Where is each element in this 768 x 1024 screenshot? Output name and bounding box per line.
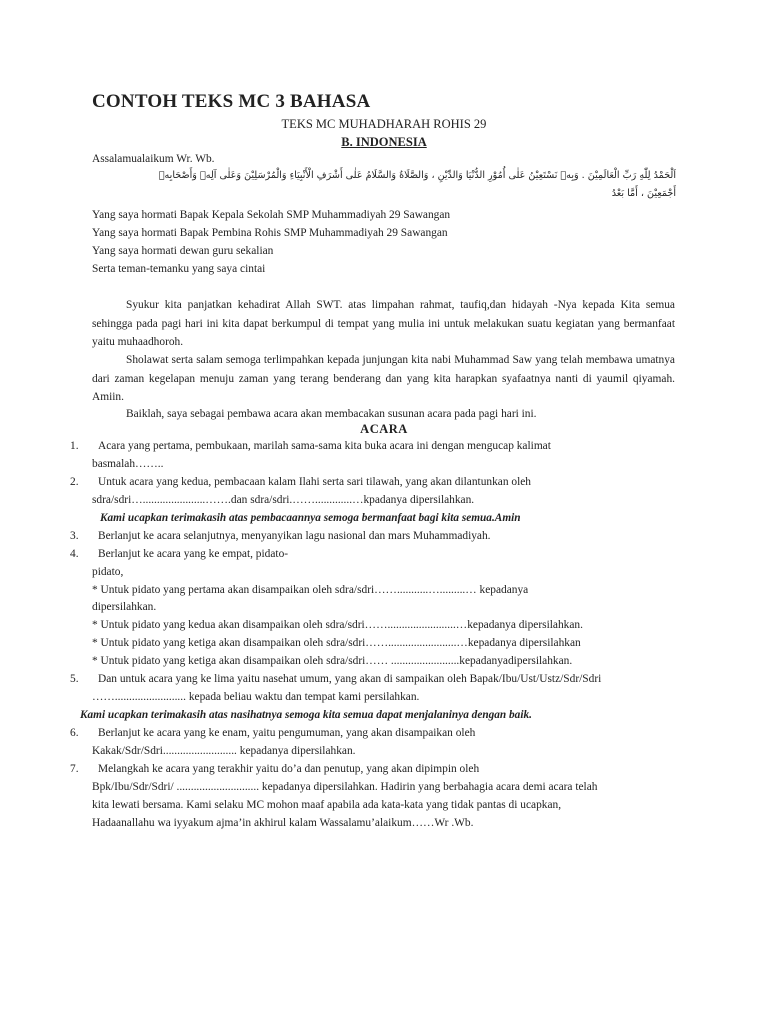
acara-heading: ACARA bbox=[360, 422, 408, 436]
body-paragraph bbox=[92, 296, 675, 352]
item-text: Berlanjut ke acara selanjutnya, menyanyikan lagu nasional dan mars Muhammadiyah. bbox=[98, 530, 491, 542]
arabic-opening-line-1: اَلْحَمْدُ لِلّٰهِ رَبِّ الْعَالَمِيْنَ . وَبِهٖ نَسْتَعِيْنُ عَلٰى أُمُوْرِ الدُّنْيَا وَالدِّيْنِ ، وَالصَّلَاةُ وَالسَّلَامُ عَلٰى أَشْرَفِ الْأَنْبِيَاءِ وَالْمُرْسَلِيْنَ وَعَلٰى آلِهٖ وَأَصْحَابِهٖ bbox=[158, 170, 676, 181]
item-text: * Untuk pidato yang ketiga akan disampaikan oleh sdra/sdri…… ........................kepadanyadipersilahkan. bbox=[92, 655, 573, 667]
item-text: kita lewati bersama. Kami selaku MC mohon maaf apabila ada kata-kata yang tidak pantas di ucapkan, bbox=[92, 799, 562, 811]
item-number: 1. bbox=[70, 440, 79, 452]
item-number: 5. bbox=[70, 673, 79, 685]
item-number: 2. bbox=[70, 476, 79, 488]
thanks-note: Kami ucapkan terimakasih atas nasihatnya semoga kita semua dapat menjalaninya dengan baik. bbox=[80, 709, 532, 721]
document-subtitle: TEKS MC MUHADHARAH ROHIS 29 bbox=[281, 117, 487, 131]
document-title: CONTOH TEKS MC 3 BAHASA bbox=[92, 91, 371, 112]
item-text: dipersilahkan. bbox=[92, 601, 157, 613]
item-number: 7. bbox=[70, 763, 79, 775]
paragraph-text: Baiklah, saya sebagai pembawa acara akan membacakan susunan acara pada pagi hari ini. bbox=[126, 408, 537, 420]
item-text: Kakak/Sdr/Sdri.......................... kepadanya dipersilahkan. bbox=[92, 745, 356, 757]
item-text: Dan untuk acara yang ke lima yaitu nasehat umum, yang akan di sampaikan oleh Bapak/Ibu/Ust/Ustz/Sdr/Sdri bbox=[98, 673, 602, 685]
item-number: 3. bbox=[70, 530, 79, 542]
arabic-opening-line-2: أَجْمَعِيْنَ ، أَمَّا بَعْدُ bbox=[611, 188, 676, 199]
item-text: Untuk acara yang kedua, pembacaan kalam Ilahi serta sari tilawah, yang akan dilantunkan oleh bbox=[98, 476, 531, 488]
language-heading: B. INDONESIA bbox=[341, 135, 427, 149]
paragraph-text: Sholawat serta salam semoga terlimpahkan kepada junjungan kita nabi Muhammad Saw yang telah membawa umatnya dari zaman kegelapan menuju zaman yang terang benderang dan yang kita harapkan syafaatnya nanti di yaumil qiyamah. Amiin. bbox=[92, 354, 675, 404]
item-text: * Untuk pidato yang pertama akan disampaikan oleh sdra/sdri……...........….........… kepadanya bbox=[92, 584, 529, 596]
item-text: Acara yang pertama, pembukaan, marilah sama-sama kita buka acara ini dengan mengucap kalimat bbox=[98, 440, 551, 452]
greeting-line: Yang saya hormati dewan guru sekalian bbox=[92, 245, 274, 257]
item-text: Berlanjut ke acara yang ke enam, yaitu pengumuman, yang akan disampaikan oleh bbox=[98, 727, 476, 739]
greeting-line: Serta teman-temanku yang saya cintai bbox=[92, 263, 266, 275]
thanks-note: Kami ucapkan terimakasih atas pembacaannya semoga bermanfaat bagi kita semua.Amin bbox=[100, 512, 521, 524]
body-paragraph bbox=[92, 351, 675, 407]
salam-opening: Assalamualaikum Wr. Wb. bbox=[92, 153, 215, 165]
paragraph-text: Syukur kita panjatkan kehadirat Allah SWT. atas limpahan rahmat, taufiq,dan hidayah -Nya kepada Kita semua sehingga pada pagi hari ini kita dapat berkumpul di tempat yang mulia ini untuk melakukan suatu kegiatan yang bermanfaat yaitu muhaadhoroh. bbox=[92, 299, 675, 349]
item-text: basmalah…….. bbox=[92, 458, 164, 470]
item-number: 4. bbox=[70, 548, 79, 560]
item-text: Bpk/Ibu/Sdr/Sdri/ ............................. kepadanya dipersilahkan. Hadirin yang berbahagia acara demi acara telah bbox=[92, 781, 598, 793]
greeting-line: Yang saya hormati Bapak Kepala Sekolah SMP Muhammadiyah 29 Sawangan bbox=[92, 209, 451, 221]
greeting-line: Yang saya hormati Bapak Pembina Rohis SMP Muhammadiyah 29 Sawangan bbox=[92, 227, 448, 239]
item-text: Berlanjut ke acara yang ke empat, pidato- bbox=[98, 548, 289, 560]
item-text: * Untuk pidato yang ketiga akan disampaikan oleh sdra/sdri……........................…kepadanya dipersilahkan bbox=[92, 637, 581, 649]
item-text: sdra/sdri…......................…….dan sdra/sdri.…….............…kpadanya dipersilahkan. bbox=[92, 494, 475, 506]
item-text: Hadaanallahu wa iyyakum ajma’in akhirul kalam Wassalamu’alaikum……Wr .Wb. bbox=[92, 817, 474, 829]
body-paragraph bbox=[92, 405, 675, 424]
item-text: pidato, bbox=[92, 566, 124, 578]
item-text: ……......................... kepada beliau waktu dan tempat kami persilahkan. bbox=[92, 691, 420, 703]
item-number: 6. bbox=[70, 727, 79, 739]
item-text: Melangkah ke acara yang terakhir yaitu do’a dan penutup, yang akan dipimpin oleh bbox=[98, 763, 480, 775]
item-text: * Untuk pidato yang kedua akan disampaikan oleh sdra/sdri……........................…kepadanya dipersilahkan. bbox=[92, 619, 583, 631]
